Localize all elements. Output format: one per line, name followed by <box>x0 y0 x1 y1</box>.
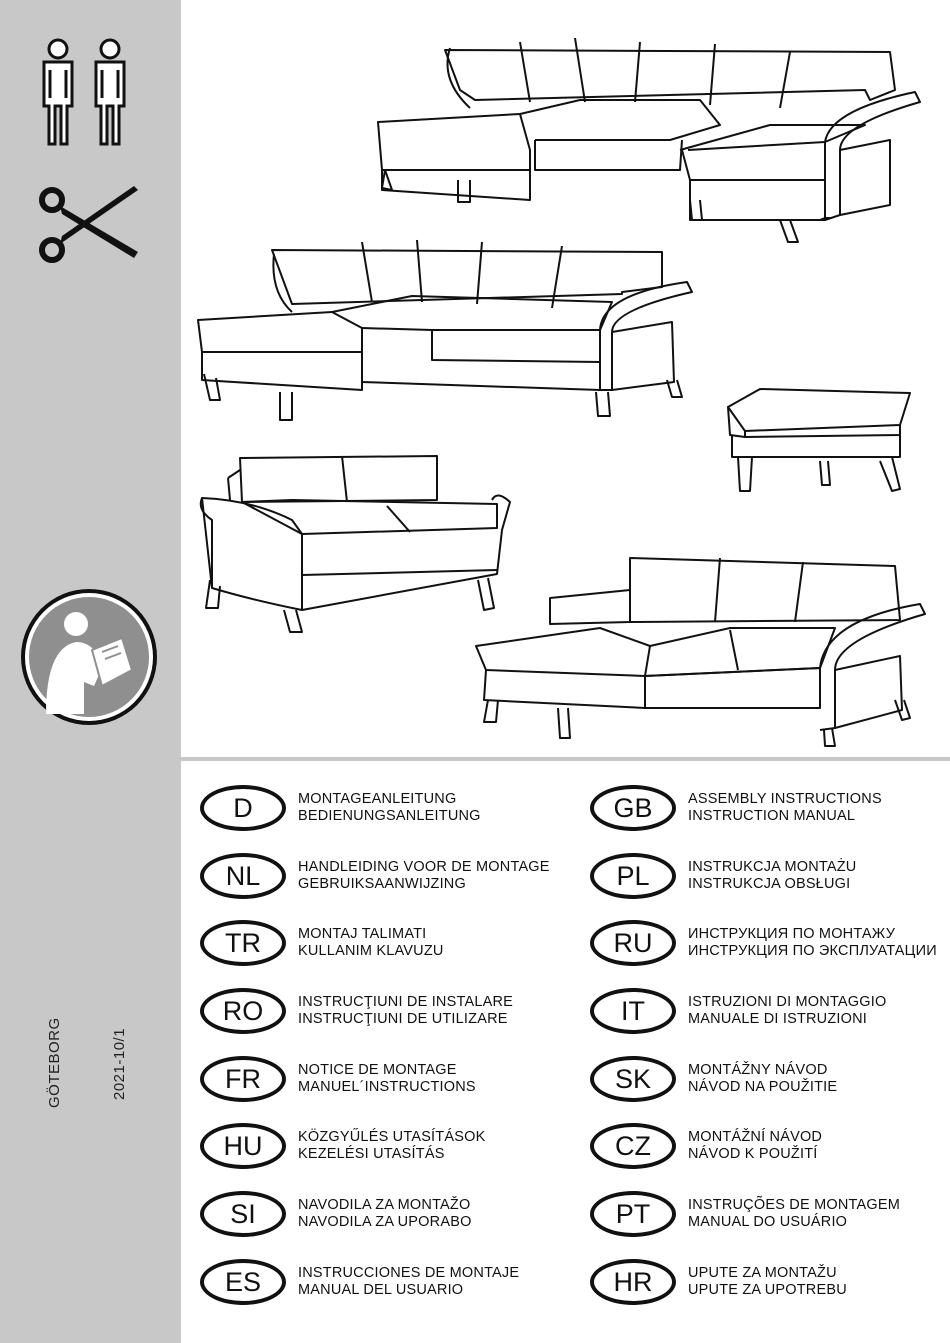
assembly-title: NOTICE DE MONTAGE <box>298 1062 457 1078</box>
language-titles <box>688 1062 837 1096</box>
read-manual-icon <box>18 586 160 728</box>
language-titles <box>688 859 856 893</box>
divider <box>0 757 950 761</box>
sofa-with-chaise-illustration <box>470 550 930 750</box>
language-entry-it <box>590 988 886 1034</box>
assembly-title: INSTRUCŢIUNI DE INSTALARE <box>298 994 514 1010</box>
language-code-badge: RO <box>200 988 286 1034</box>
language-titles <box>688 1265 847 1299</box>
language-titles <box>688 994 886 1028</box>
manual-title: INSTRUCTION MANUAL <box>688 808 856 824</box>
assembly-title: MONTÁŽNÍ NÁVOD <box>688 1129 823 1145</box>
manual-title: MANUAL DEL USUARIO <box>298 1282 464 1298</box>
assembly-title: ISTRUZIONI DI MONTAGGIO <box>688 994 887 1010</box>
assembly-title: INSTRUCCIONES DE MONTAJE <box>298 1265 520 1281</box>
manual-title: UPUTE ZA UPOTREBU <box>688 1282 847 1298</box>
language-titles <box>298 1129 485 1163</box>
assembly-title: MONTÁŽNY NÁVOD <box>688 1062 828 1078</box>
language-code-badge: D <box>200 785 286 831</box>
language-entry-nl <box>200 853 550 899</box>
assembly-title: ASSEMBLY INSTRUCTIONS <box>688 791 882 807</box>
language-entry-tr <box>200 920 444 966</box>
language-entry-d <box>200 785 481 831</box>
language-code-badge: PT <box>590 1191 676 1237</box>
language-code-badge: NL <box>200 853 286 899</box>
language-code-badge: HR <box>590 1259 676 1305</box>
pouffe-illustration <box>720 385 920 495</box>
language-entry-si <box>200 1191 472 1237</box>
product-name: GÖTEBORG <box>46 1017 63 1108</box>
manual-title: MANUEL´INSTRUCTIONS <box>298 1079 476 1095</box>
manual-title: MANUALE DI ISTRUZIONI <box>688 1011 868 1027</box>
language-entry-sk <box>590 1056 837 1102</box>
language-code-badge: CZ <box>590 1123 676 1169</box>
language-titles <box>688 791 882 825</box>
assembly-title: HANDLEIDING VOOR DE MONTAGE <box>298 859 550 875</box>
assembly-title: ИНСТРУКЦИЯ ПО МОНТАЖУ <box>688 926 896 942</box>
manual-title: MANUAL DO USUÁRIO <box>688 1214 848 1230</box>
language-code-badge: HU <box>200 1123 286 1169</box>
language-entry-cz <box>590 1123 822 1169</box>
assembly-title: KÖZGYŰLÉS UTASÍTÁSOK <box>298 1129 486 1145</box>
manual-title: GEBRUIKSAANWIJZING <box>298 876 466 892</box>
manual-title: INSTRUCŢIUNI DE UTILIZARE <box>298 1011 508 1027</box>
scissors-icon <box>38 184 142 266</box>
language-code-badge: FR <box>200 1056 286 1102</box>
language-entry-pl <box>590 853 856 899</box>
language-code-badge: TR <box>200 920 286 966</box>
assembly-title: INSTRUKCJA MONTAŻU <box>688 859 857 875</box>
manual-title: NAVODILA ZA UPORABO <box>298 1214 472 1230</box>
manual-title: ИНСТРУКЦИЯ ПО ЭКСПЛУАТАЦИИ <box>688 943 937 959</box>
language-entry-es <box>200 1259 519 1305</box>
language-titles <box>298 994 513 1028</box>
language-titles <box>688 1197 900 1231</box>
u-shaped-sofa-illustration <box>370 30 930 250</box>
language-titles <box>298 1062 476 1096</box>
language-titles <box>688 1129 822 1163</box>
language-code-badge: RU <box>590 920 676 966</box>
assembly-title: MONTAGEANLEITUNG <box>298 791 457 807</box>
manual-title: BEDIENUNGSANLEITUNG <box>298 808 481 824</box>
language-code-badge: SK <box>590 1056 676 1102</box>
language-entry-hu <box>200 1123 485 1169</box>
manual-title: INSTRUKCJA OBSŁUGI <box>688 876 851 892</box>
assembly-title: NAVODILA ZA MONTAŽO <box>298 1197 471 1213</box>
language-entry-hr <box>590 1259 847 1305</box>
manual-title: KEZELÉSI UTASÍTÁS <box>298 1146 445 1162</box>
language-code-badge: IT <box>590 988 676 1034</box>
language-titles <box>298 1197 472 1231</box>
language-titles <box>298 926 444 960</box>
corner-sofa-illustration <box>192 232 702 422</box>
language-titles <box>298 859 550 893</box>
language-entry-gb <box>590 785 882 831</box>
language-code-badge: SI <box>200 1191 286 1237</box>
language-code-badge: ES <box>200 1259 286 1305</box>
assembly-title: UPUTE ZA MONTAŽU <box>688 1265 837 1281</box>
manual-title: NÁVOD NA POUŽITIE <box>688 1079 838 1095</box>
two-persons-icon <box>36 38 136 148</box>
language-code-badge: PL <box>590 853 676 899</box>
language-code-badge: GB <box>590 785 676 831</box>
language-titles <box>298 791 481 825</box>
language-titles <box>688 926 937 960</box>
product-code: 2021-10/1 <box>111 1027 128 1100</box>
language-entry-fr <box>200 1056 476 1102</box>
language-entry-pt <box>590 1191 900 1237</box>
assembly-title: MONTAJ TALIMATI <box>298 926 427 942</box>
manual-title: KULLANIM KLAVUZU <box>298 943 444 959</box>
assembly-title: INSTRUÇÕES DE MONTAGEM <box>688 1197 900 1213</box>
manual-title: NÁVOD K POUŽITÍ <box>688 1146 818 1162</box>
language-entry-ro <box>200 988 513 1034</box>
language-entry-ru <box>590 920 937 966</box>
language-titles <box>298 1265 519 1299</box>
